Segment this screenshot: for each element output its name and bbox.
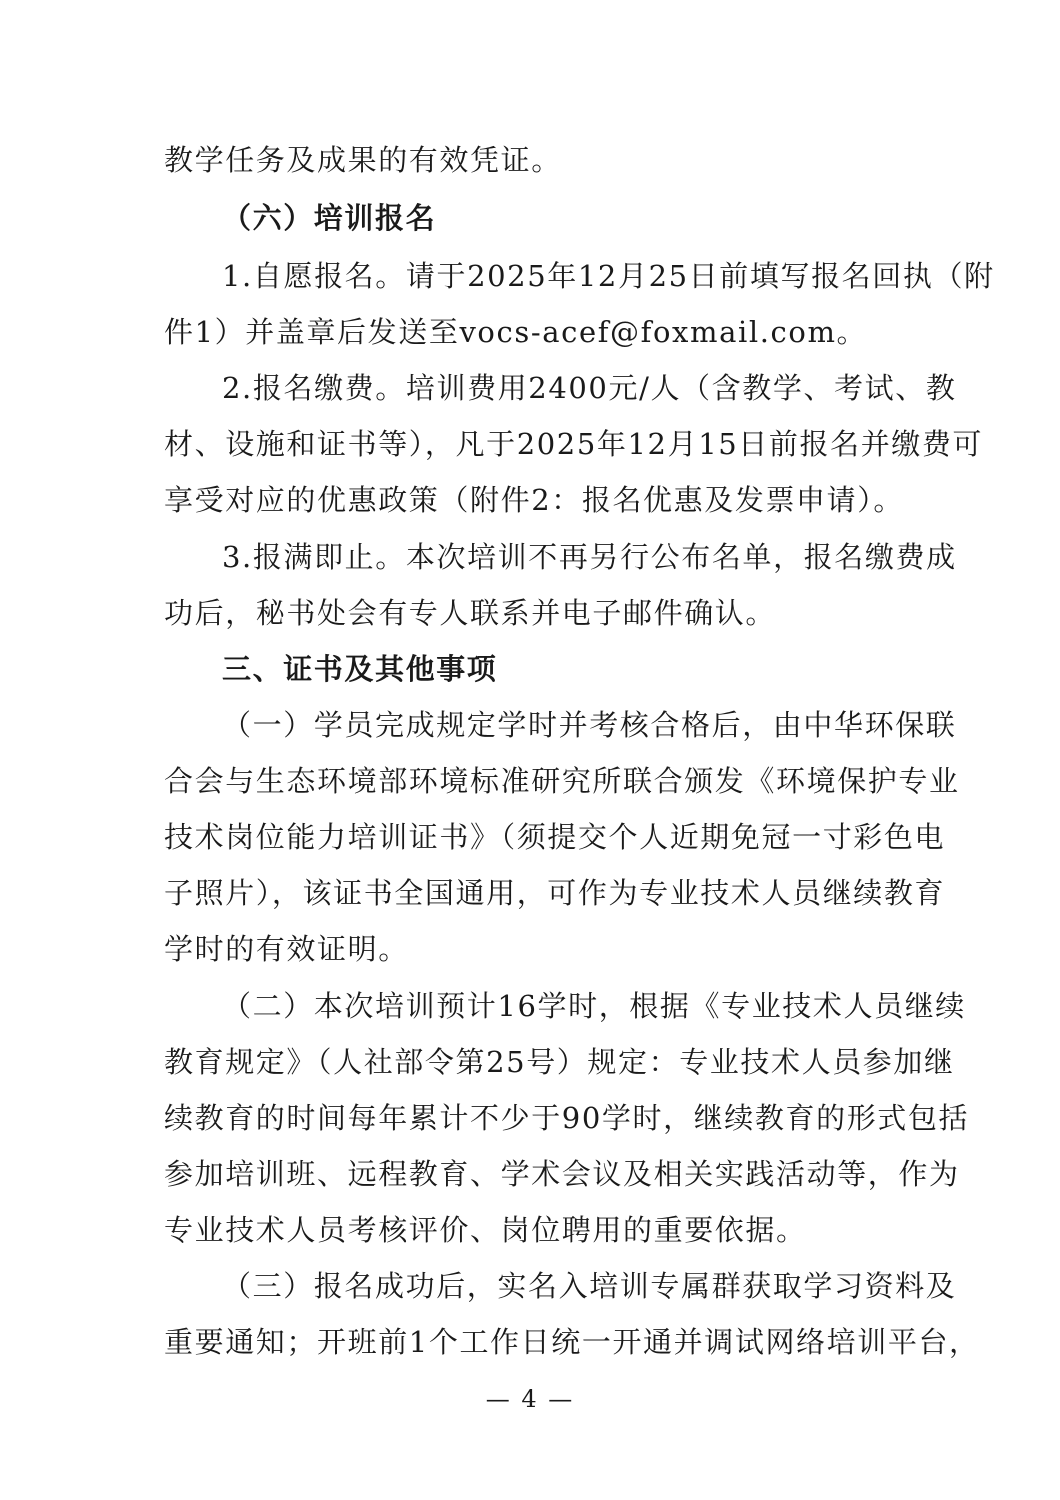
paragraph-line: 功后，秘书处会有专人联系并电子邮件确认。 bbox=[164, 596, 777, 630]
paragraph-line: 享受对应的优惠政策（附件2：报名优惠及发票申请）。 bbox=[164, 483, 904, 517]
paragraph-line: 3.报满即止。本次培训不再另行公布名单，报名缴费成 bbox=[222, 540, 957, 574]
paragraph-line: 参加培训班、远程教育、学术会议及相关实践活动等，作为 bbox=[164, 1157, 960, 1191]
paragraph-line: 材、设施和证书等），凡于2025年12月15日前报名并缴费可 bbox=[164, 427, 984, 461]
paragraph-line: 续教育的时间每年累计不少于90学时，继续教育的形式包括 bbox=[164, 1101, 970, 1135]
section-heading: 三、证书及其他事项 bbox=[222, 652, 498, 686]
paragraph-line: （一）学员完成规定学时并考核合格后，由中华环保联 bbox=[222, 708, 957, 742]
section-heading: （六）培训报名 bbox=[222, 201, 437, 235]
paragraph-line: 教育规定》（人社部令第25号）规定：专业技术人员参加继 bbox=[164, 1045, 955, 1079]
paragraph-line: 件1）并盖章后发送至vocs-acef@foxmail.com。 bbox=[164, 315, 868, 349]
paragraph-line: 1.自愿报名。请于2025年12月25日前填写报名回执（附 bbox=[222, 259, 995, 293]
paragraph-line: 教学任务及成果的有效凭证。 bbox=[164, 143, 562, 177]
paragraph-line: （三）报名成功后，实名入培训专属群获取学习资料及 bbox=[222, 1269, 957, 1303]
paragraph-line: 2.报名缴费。培训费用2400元/人（含教学、考试、教 bbox=[222, 371, 957, 405]
page-number: — 4 — bbox=[485, 1385, 575, 1413]
paragraph-line: 子照片），该证书全国通用，可作为专业技术人员继续教育 bbox=[164, 876, 946, 910]
paragraph-line: 重要通知；开班前1个工作日统一开通并调试网络培训平台， bbox=[164, 1325, 980, 1359]
paragraph-line: 合会与生态环境部环境标准研究所联合颁发《环境保护专业 bbox=[164, 764, 960, 798]
paragraph-line: （二）本次培训预计16学时，根据《专业技术人员继续 bbox=[222, 989, 966, 1023]
paragraph-line: 技术岗位能力培训证书》（须提交个人近期免冠一寸彩色电 bbox=[164, 820, 946, 854]
paragraph-line: 学时的有效证明。 bbox=[164, 932, 409, 966]
paragraph-line: 专业技术人员考核评价、岗位聘用的重要依据。 bbox=[164, 1213, 807, 1247]
